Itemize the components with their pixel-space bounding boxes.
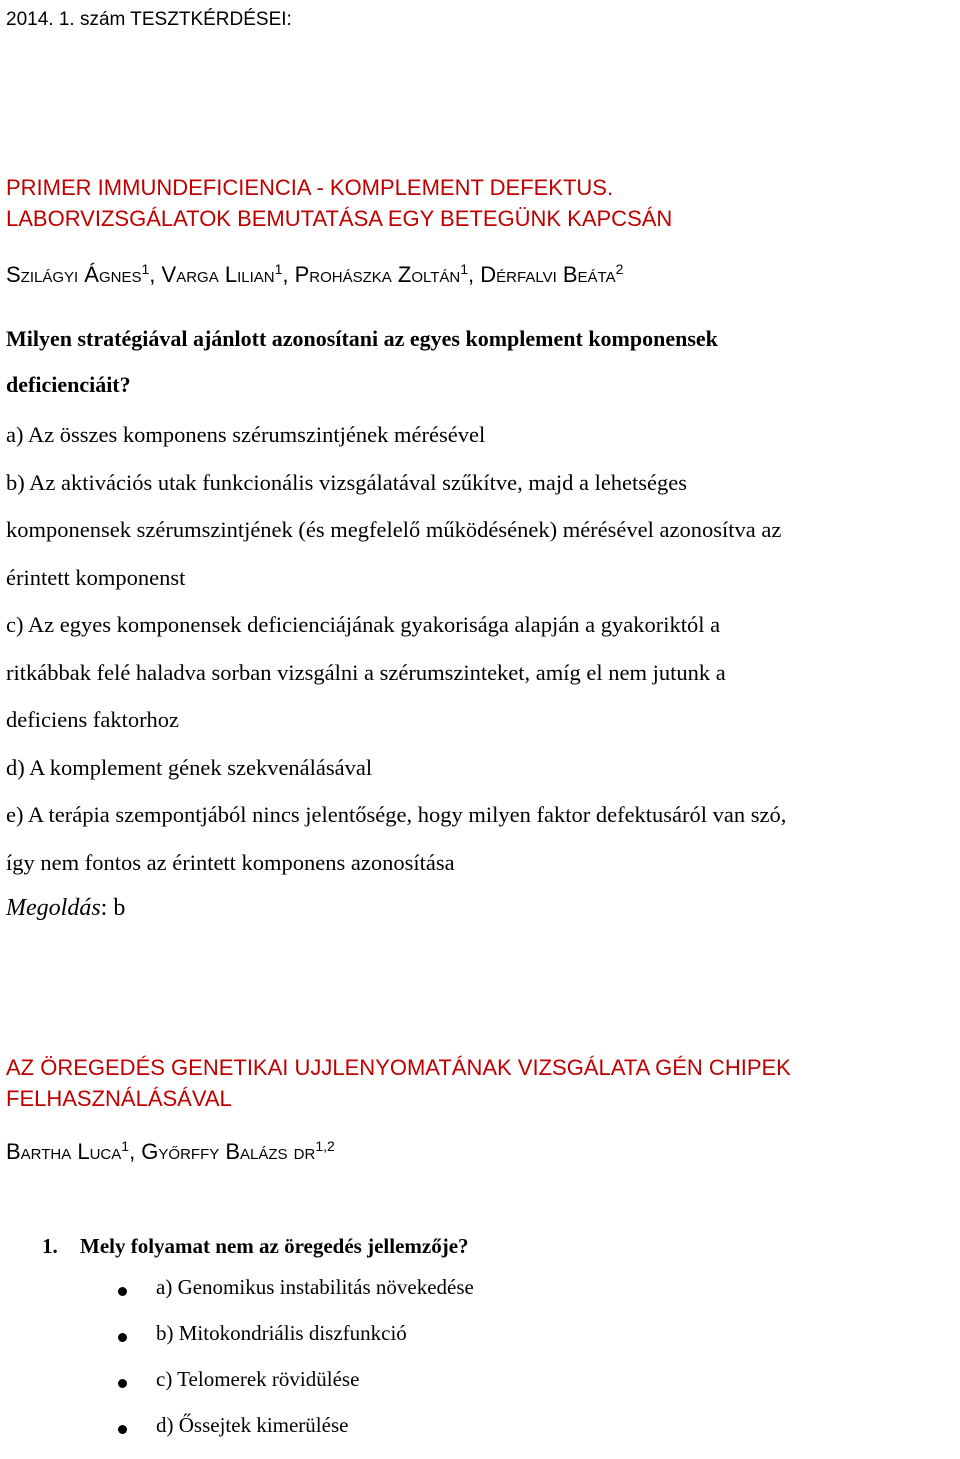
solution-colon: : xyxy=(100,895,114,921)
article1-title-line: PRIMER IMMUNDEFICIENCIA - KOMPLEMENT DEFEKTUS. xyxy=(6,175,614,200)
option-line: komponensek szérumszintjének (és megfelelő működésének) mérésével azonosítva az xyxy=(6,517,782,542)
question-text: Mely folyamat nem az öregedés jellemzője? xyxy=(80,1234,469,1258)
option-line: c) Az egyes komponensek deficienciájának gyakorisága alapján a gyakoriktól a xyxy=(6,612,721,637)
author-name: Bartha Luca xyxy=(6,1139,122,1164)
option-line: érintett komponenst xyxy=(6,564,186,590)
bullet-icon xyxy=(118,1425,127,1434)
article1-solution xyxy=(6,895,125,922)
option-text: b) Mitokondriális diszfunkció xyxy=(156,1321,407,1345)
author-separator: , xyxy=(468,262,481,287)
article2-question xyxy=(42,1234,469,1259)
author-affiliation: 1,2 xyxy=(315,1138,335,1154)
solution-label: Megoldás xyxy=(6,895,101,921)
option-line: b) Az aktivációs utak funkcionális vizsgálatával szűkítve, majd a lehetséges xyxy=(6,469,688,495)
option-text: d) Őssejtek kimerülése xyxy=(156,1413,349,1437)
author-affiliation: 1 xyxy=(141,261,150,277)
option-line: deficiens faktorhoz xyxy=(6,707,180,732)
bullet-icon xyxy=(118,1287,127,1296)
option-text: a) Genomikus instabilitás növekedése xyxy=(156,1275,474,1299)
author-separator: , xyxy=(282,262,295,287)
article2-authors xyxy=(6,1139,335,1165)
bullet-icon xyxy=(118,1379,127,1388)
article1-title xyxy=(6,172,672,234)
article1-authors xyxy=(6,262,623,288)
author-name: Dérfalvi Beáta xyxy=(480,262,616,287)
option-line: d) A komplement gének szekvenálásával xyxy=(6,754,373,780)
option-line: ritkábbak felé haladva sorban vizsgálni a szérumszinteket, amíg el nem jutunk a xyxy=(6,659,726,685)
option-line: e) A terápia szempontjából nincs jelentősége, hogy milyen faktor defektusáról van szó, xyxy=(6,802,787,827)
article1-question xyxy=(6,316,718,408)
author-name: Győrffy Balázs dr xyxy=(141,1139,316,1164)
author-affiliation: 1 xyxy=(460,261,469,277)
author-name: Szilágyi Ágnes xyxy=(6,262,142,287)
question-number: 1. xyxy=(42,1234,58,1258)
article2-title-line: FELHASZNÁLÁSÁVAL xyxy=(6,1086,232,1111)
article2-title-line: AZ ÖREGEDÉS GENETIKAI UJJLENYOMATÁNAK VIZSGÁLATA GÉN CHIPEK xyxy=(6,1055,791,1080)
option-text: c) Telomerek rövidülése xyxy=(156,1367,360,1391)
article2-title xyxy=(6,1052,791,1114)
solution-value: b xyxy=(113,895,126,921)
article1-title-line: LABORVIZSGÁLATOK BEMUTATÁSA EGY BETEGÜNK KAPCSÁN xyxy=(6,206,673,231)
author-affiliation: 1 xyxy=(274,261,283,277)
author-separator: , xyxy=(149,262,162,287)
author-affiliation: 2 xyxy=(615,261,624,277)
option-line: a) Az összes komponens szérumszintjének mérésével xyxy=(6,422,486,447)
question-line: deficienciáit? xyxy=(6,372,131,397)
author-affiliation: 1 xyxy=(121,1138,130,1154)
bullet-icon xyxy=(118,1333,127,1342)
issue-header: 2014. 1. szám TESZTKÉRDÉSEI: xyxy=(6,9,292,30)
article1-options xyxy=(6,411,786,886)
author-separator: , xyxy=(129,1139,142,1164)
question-line: Milyen stratégiával ajánlott azonosítani az egyes komplement komponensek xyxy=(6,326,718,351)
option-line: így nem fontos az érintett komponens azonosítása xyxy=(6,849,455,875)
author-name: Varga Lilian xyxy=(161,262,275,287)
author-name: Prohászka Zoltán xyxy=(294,262,461,287)
